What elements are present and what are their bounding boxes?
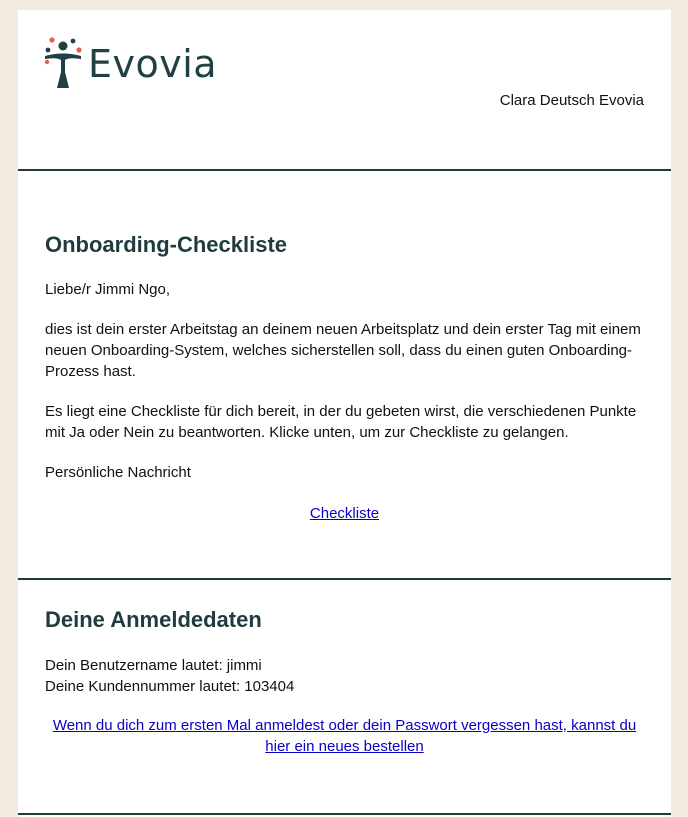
onboarding-title: Onboarding-Checkliste [45,232,288,257]
reset-link-wrapper [18,715,671,757]
intro-paragraph: dies ist dein erster Arbeitstag an deinem neuen Arbeitsplatz und dein erster Tag mit einem neuen Onboarding-System, welches sicherstellen soll, dass du einen guten Onboarding-Prozess hast. [45,321,641,380]
checklist-paragraph: Es liegt eine Checkliste für dich bereit, in der du gebeten wirst, die verschiedenen Punkte mit Ja oder Nein zu beantworten. Klicke unten, um zur Checkliste zu gelangen. [45,403,637,441]
email-header [18,10,671,169]
credentials-block [45,655,294,697]
personal-message-label: Persönliche Nachricht [45,464,191,481]
greeting-text: Liebe/r Jimmi Ngo, [45,281,171,298]
sender-name: Clara Deutsch Evovia [499,92,644,109]
login-section [18,580,671,813]
checklist-link-wrapper [18,503,671,524]
password-reset-link[interactable]: Wenn du dich zum ersten Mal anmeldest oder dein Passwort vergessen hast, kannst du hier ein neues bestellen [52,717,637,755]
checklist-link[interactable]: Checkliste [309,505,380,522]
onboarding-section [18,171,671,578]
section-divider [18,813,671,815]
evovia-logo [43,36,217,92]
login-title: Deine Anmeldedaten [45,607,262,632]
evovia-figure-icon [43,36,83,92]
logo-wordmark: Evovia [88,42,218,86]
email-card [18,10,671,817]
username-line: Dein Benutzername lautet: jimmi [45,657,262,674]
customer-number-line: Deine Kundennummer lautet: 103404 [45,678,295,695]
